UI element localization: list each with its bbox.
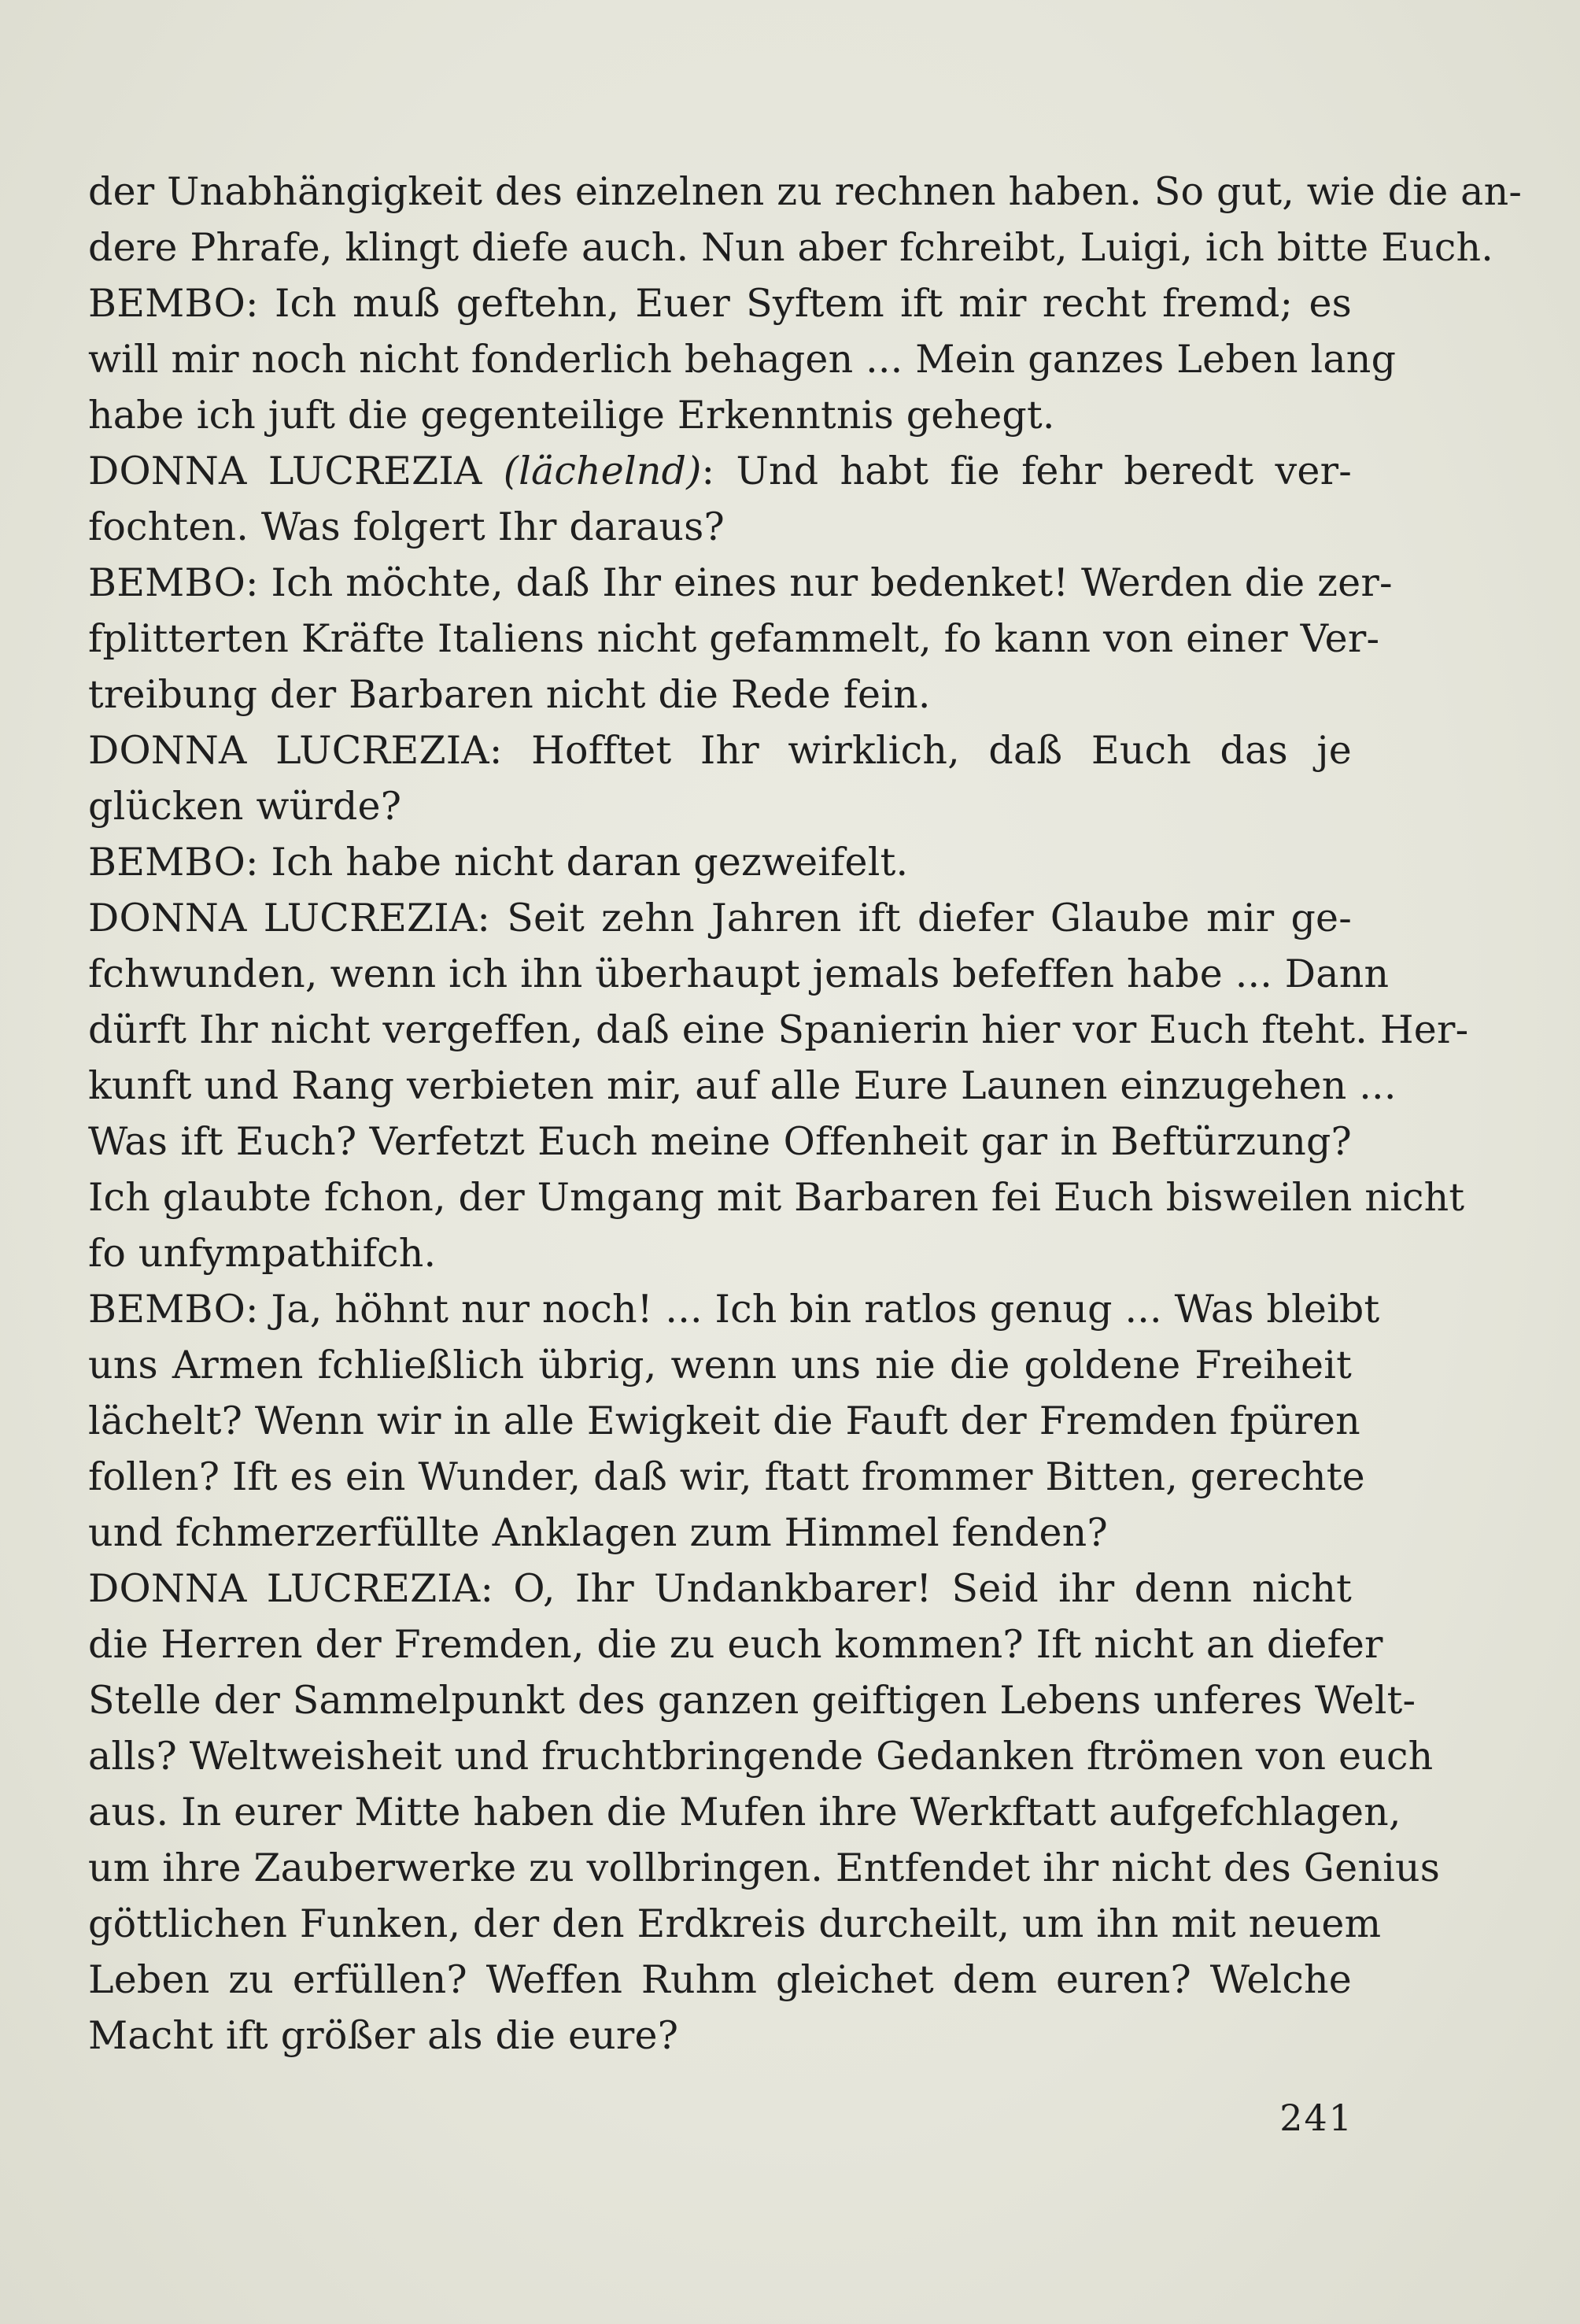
text-line: Ich glaubte fchon, der Umgang mit Barbaren fei Euch bisweilen nicht (88, 1175, 1465, 1220)
text-line: fchwunden, wenn ich ihn überhaupt jemals befeffen habe ... Dann (88, 951, 1390, 996)
text-line: Macht ift größer als die eure? (88, 2013, 679, 2058)
stage-direction: (lächelnd) (503, 449, 702, 493)
text-line: und fchmerzerfüllte Anklagen zum Himmel fenden? (88, 1510, 1108, 1555)
text-line: uns Armen fchließlich übrig, wenn uns nie die goldene Freiheit (88, 1343, 1352, 1387)
text-line: DONNA LUCREZIA: Seit zehn Jahren ift diefer Glaube mir ge- (88, 896, 1352, 940)
text-line: BEMBO: Ich möchte, daß Ihr eines nur bedenket! Werden die zer- (88, 560, 1393, 605)
text-line: aus. In eurer Mitte haben die Mufen ihre Werkftatt aufgefchlagen, (88, 1790, 1401, 1834)
speaker-name: DONNA LUCREZIA (88, 449, 482, 493)
text-line: BEMBO: Ich habe nicht daran gezweifelt. (88, 840, 909, 885)
text-line: BEMBO: Ja, höhnt nur noch! ... Ich bin ratlos genug ... Was bleibt (88, 1287, 1380, 1332)
text-line: der Unabhängigkeit des einzelnen zu rechnen haben. So gut, wie die an- (88, 169, 1523, 214)
text-line: BEMBO: Ich muß geftehn, Euer Syftem ift mir recht fremd; es (88, 281, 1352, 326)
text-line: um ihre Zauberwerke zu vollbringen. Entfendet ihr nicht des Genius (88, 1846, 1441, 1890)
text-line: habe ich juft die gegenteilige Erkenntnis gehegt. (88, 393, 1055, 438)
text-line: fplitterten Kräfte Italiens nicht gefammelt, fo kann von einer Ver- (88, 616, 1380, 661)
body-text (88, 164, 1523, 2064)
text-line: fochten. Was folgert Ihr daraus? (88, 504, 725, 549)
line-remainder: : Und habt fie fehr beredt ver- (701, 449, 1352, 493)
text-line: DONNA LUCREZIA: Hofftet Ihr wirklich, daß Euch das je (88, 728, 1352, 773)
text-line: DONNA LUCREZIA: O, Ihr Undankbarer! Seid ihr denn nicht (88, 1566, 1352, 1611)
text-line: follen? Ift es ein Wunder, daß wir, ftatt frommer Bitten, gerechte (88, 1454, 1365, 1499)
text-line-with-stage-direction (88, 443, 1352, 499)
text-line: kunft und Rang verbieten mir, auf alle Eure Launen einzugehen ... (88, 1063, 1397, 1108)
text-line: treibung der Barbaren nicht die Rede fein. (88, 672, 931, 717)
text-line: glücken würde? (88, 784, 402, 829)
text-line: fo unfympathifch. (88, 1231, 437, 1276)
text-line: dürft Ihr nicht vergeffen, daß eine Spanierin hier vor Euch fteht. Her- (88, 1007, 1469, 1052)
text-line: Was ift Euch? Verfetzt Euch meine Offenheit gar in Beftürzung? (88, 1119, 1352, 1164)
text-line: Stelle der Sammelpunkt des ganzen geiftigen Lebens unferes Welt- (88, 1678, 1416, 1723)
text-line: die Herren der Fremden, die zu euch kommen? Ift nicht an diefer (88, 1622, 1383, 1667)
text-line: Leben zu erfüllen? Weffen Ruhm gleichet dem euren? Welche (88, 1957, 1352, 2002)
text-line: dere Phrafe, klingt diefe auch. Nun aber fchreibt, Luigi, ich bitte Euch. (88, 225, 1493, 270)
text-line: alls? Weltweisheit und fruchtbringende Gedanken ftrömen von euch (88, 1734, 1434, 1779)
text-line: göttlichen Funken, der den Erdkreis durcheilt, um ihn mit neuem (88, 1901, 1382, 1946)
text-line: lächelt? Wenn wir in alle Ewigkeit die Fauft der Fremden fpüren (88, 1398, 1360, 1443)
text-line: will mir noch nicht fonderlich behagen ... Mein ganzes Leben lang (88, 337, 1397, 382)
page-number: 241 (1279, 2097, 1353, 2139)
